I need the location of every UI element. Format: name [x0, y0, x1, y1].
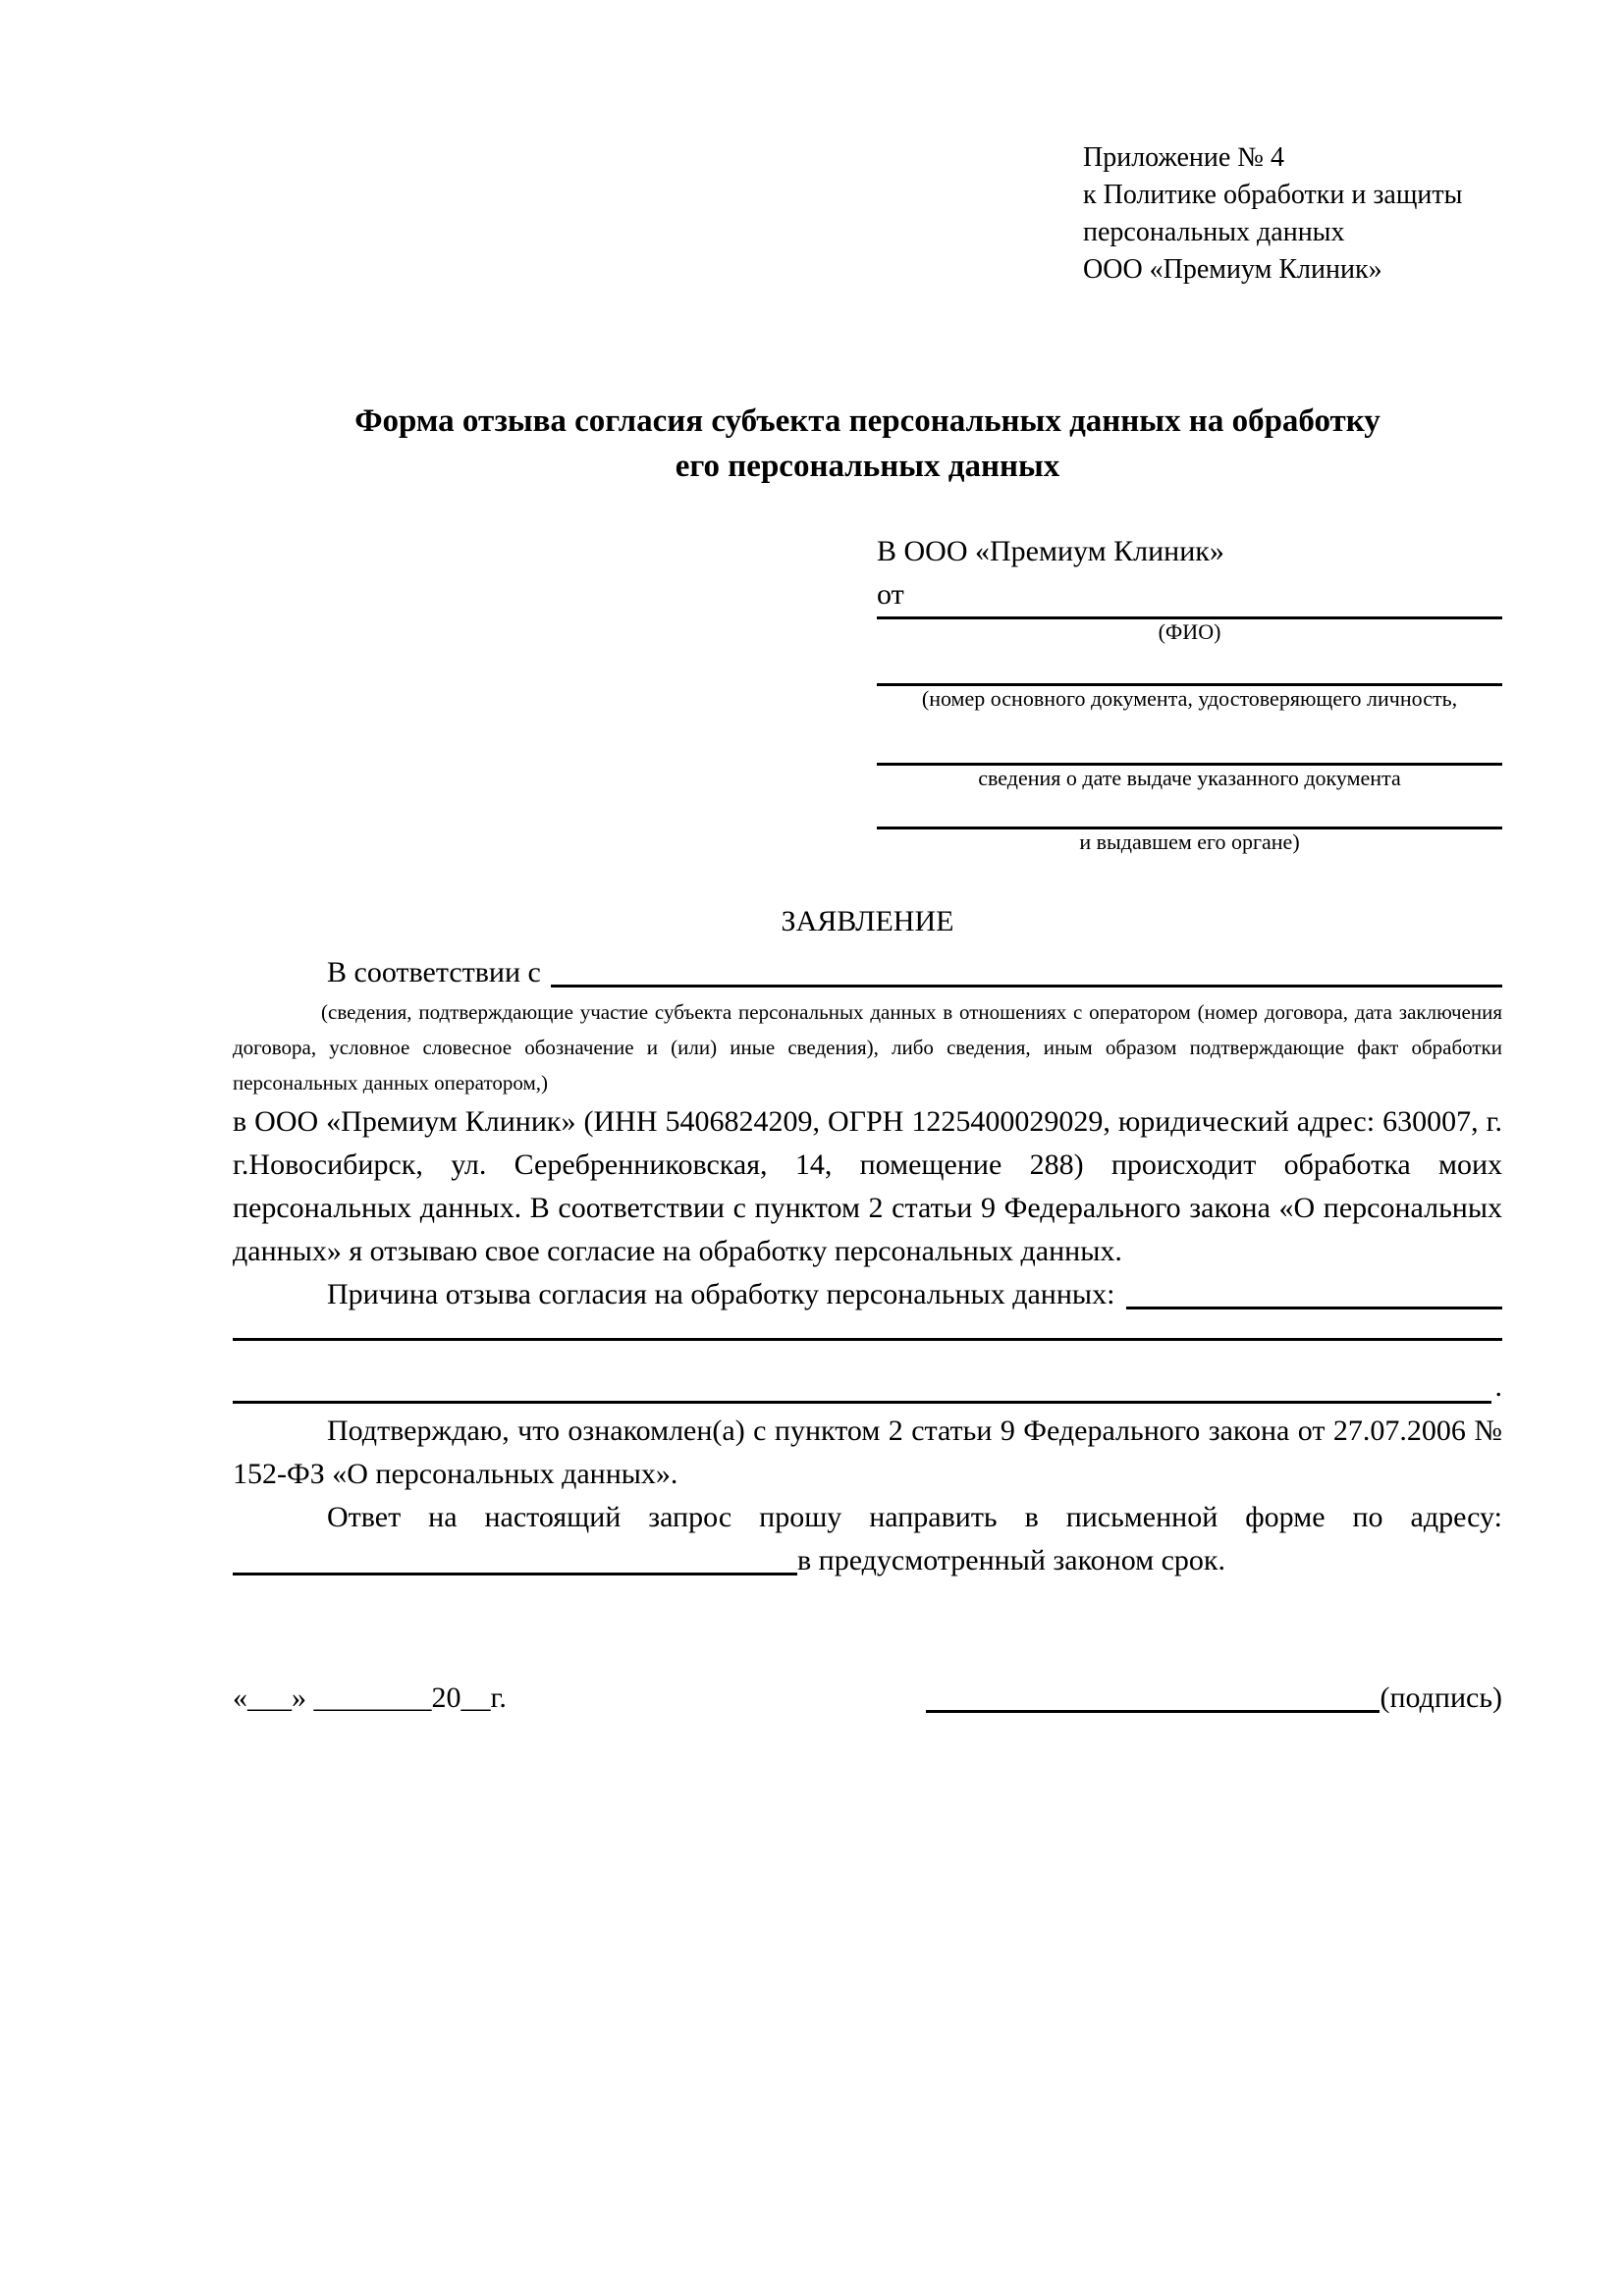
- signature-caption: (подпись): [1380, 1682, 1502, 1714]
- addressee-block: [877, 530, 1502, 855]
- reason-continuation-line-1: [233, 1338, 1502, 1341]
- statement-heading: ЗАЯВЛЕНИЕ: [781, 905, 954, 937]
- issuing-authority-caption: и выдавшем его органе): [1079, 829, 1300, 854]
- appendix-line: Приложение № 4: [1083, 142, 1284, 173]
- reply-request-line: Ответ на настоящий запрос прошу направить в письменной форме по адресу:: [327, 1501, 1502, 1533]
- issue-date-caption: сведения о дате выдаче указанного документа: [978, 766, 1401, 790]
- reason-prefix: Причина отзыва согласия на обработку персональных данных:: [327, 1278, 1115, 1310]
- confirmation-paragraph: Подтверждаю, что ознакомлен(а) с пунктом 2 статьи 9 Федерального закона от 27.07.2006 № 152-ФЗ «О персональных данных».: [233, 1415, 1502, 1490]
- addressee-to: В ООО «Премиум Клиник»: [877, 535, 1224, 567]
- reason-continuation-line-2: [233, 1370, 1491, 1404]
- document-number-caption: (номер основного документа, удостоверяющего личность,: [921, 686, 1458, 711]
- appendix-line: персональных данных: [1083, 217, 1345, 247]
- appendix-note: [1083, 139, 1502, 289]
- reply-suffix: в предусмотренный законом срок.: [797, 1544, 1225, 1576]
- signature-blank-line: [926, 1710, 1380, 1713]
- signature-group: [926, 1677, 1502, 1720]
- document-title-line: его персональных данных: [675, 449, 1060, 484]
- reason-blank-line: [1126, 1273, 1502, 1309]
- reason-continuation-line-2-row: [233, 1370, 1502, 1404]
- document-content: [233, 0, 1502, 1720]
- fio-caption: (ФИО): [1158, 619, 1221, 644]
- document-title: [233, 399, 1502, 489]
- date-blank: «___» ________20__г.: [233, 1682, 507, 1714]
- appendix-line: к Политике обработки и защиты: [1083, 180, 1463, 210]
- document-title-line: Форма отзыва согласия субъекта персональных данных на обработку: [354, 403, 1380, 439]
- basis-line: [233, 951, 1502, 994]
- basis-prefix: В соответствии с: [327, 956, 541, 988]
- statement-body: в ООО «Премиум Клиник» (ИНН 5406824209, ОГРН 1225400029029, юридический адрес: 630007, г. г.Новосибирск, ул. Серебренниковская, 14, помещение 288) происходит обработка моих персональных данных. В соответствии с пунктом 2 статьи 9 Федерального закона «О персональных данных» я отзываю свое согласие на обработку персональных данных.: [233, 1105, 1502, 1267]
- basis-blank-line: [551, 951, 1502, 988]
- appendix-line: ООО «Премиум Клиник»: [1083, 254, 1382, 285]
- reason-line: [233, 1273, 1502, 1316]
- reply-address-blank-line: [233, 1539, 797, 1575]
- basis-fine-print: (сведения, подтверждающие участие субъекта персональных данных в отношениях с оператором (номер договора, дата заключения договора, условное словесное обозначение и (или) иные сведения), либо сведения, иным образом подтверждающие факт обработки персональных данных оператором,): [233, 1000, 1502, 1095]
- footer-row: [233, 1677, 1502, 1720]
- line-terminator: .: [1494, 1370, 1502, 1403]
- addressee-from: от: [877, 578, 904, 611]
- reply-address-row: [233, 1539, 1502, 1582]
